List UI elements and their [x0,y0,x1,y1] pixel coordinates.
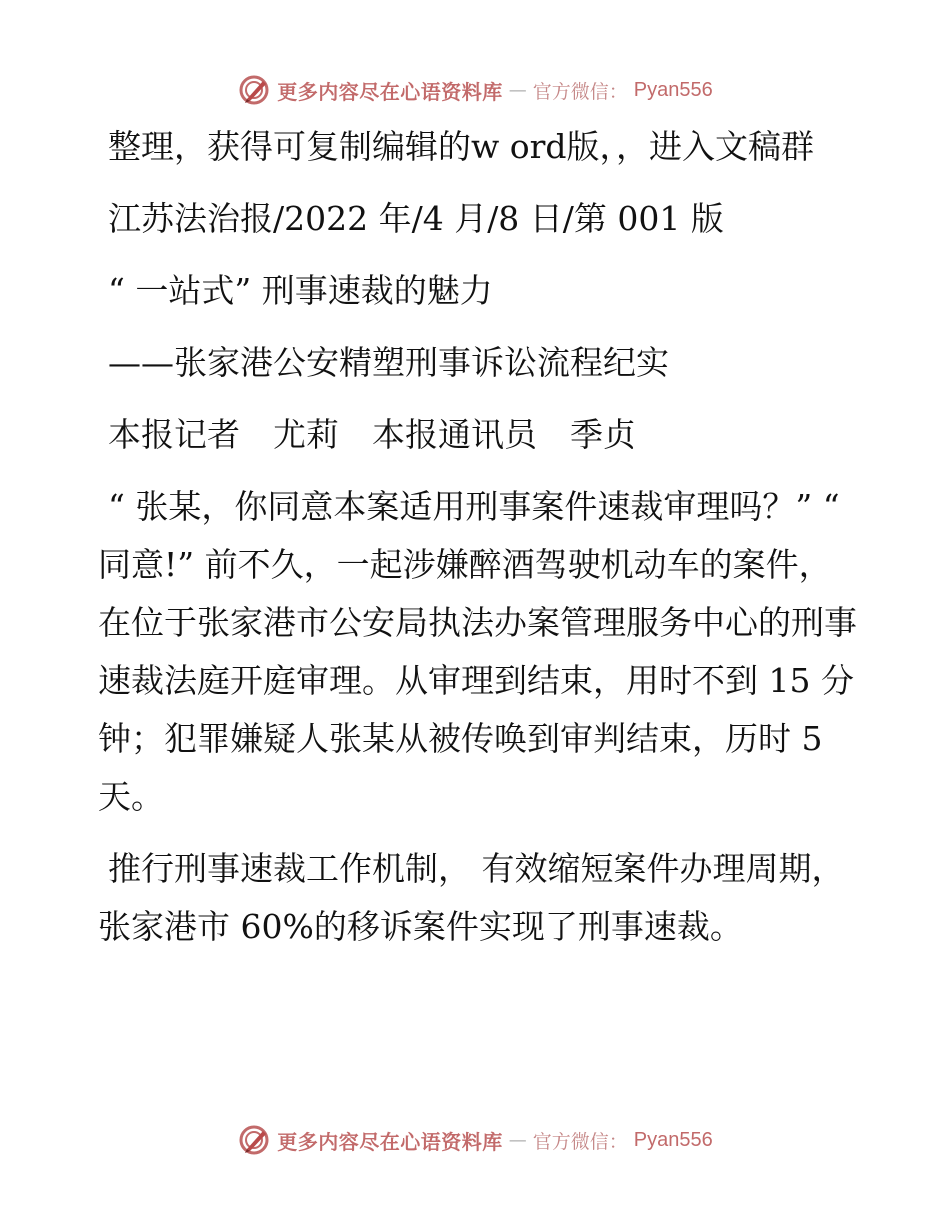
body-paragraph: “ 张某，你同意本案适用刑事案件速裁审理吗？” “ 同意!” 前不久，一起涉嫌醉酒驾驶机动车的案件，在位于张家港市公安局执法办案管理服务中心的刑事速裁法庭开庭审理。从审理到结束，用时不到 15 分钟；犯罪嫌疑人张某从被传唤到审判结束，历时 5 天。 [98,487,857,816]
watermark-suffix: 官方微信： [532,80,628,103]
pen-ring-logo-icon [237,1123,271,1157]
body-paragraph: 推行刑事速裁工作机制， 有效缩短案件办理周期， 张家港市 60%的移诉案件实现了刑事速裁。 [98,849,845,946]
document-body [98,118,858,970]
footer-watermark [0,1120,950,1160]
byline: 本报记者 尤莉 本报通讯员 季贞 [108,415,636,454]
watermark-separator: — [508,79,527,101]
watermark-handle: Pyan556 [633,1128,713,1151]
header-watermark [0,70,950,110]
watermark-main-text: 更多内容尽在心语资料库 [277,79,503,104]
source-line: 江苏法治报/2022 年/4 月/8 日/第 001 版 [108,199,724,238]
article-title: “ 一站式” 刑事速裁的魅力 [108,271,493,310]
watermark-separator: — [508,1129,527,1151]
watermark-handle: Pyan556 [633,78,713,101]
watermark-suffix: 官方微信： [532,1130,628,1153]
intro-paragraph: 整理，获得可复制编辑的w ord版，，进入文稿群 [108,127,815,166]
watermark-main-text: 更多内容尽在心语资料库 [277,1129,503,1154]
article-subtitle: ——张家港公安精塑刑事诉讼流程纪实 [108,343,669,382]
pen-ring-logo-icon [237,73,271,107]
